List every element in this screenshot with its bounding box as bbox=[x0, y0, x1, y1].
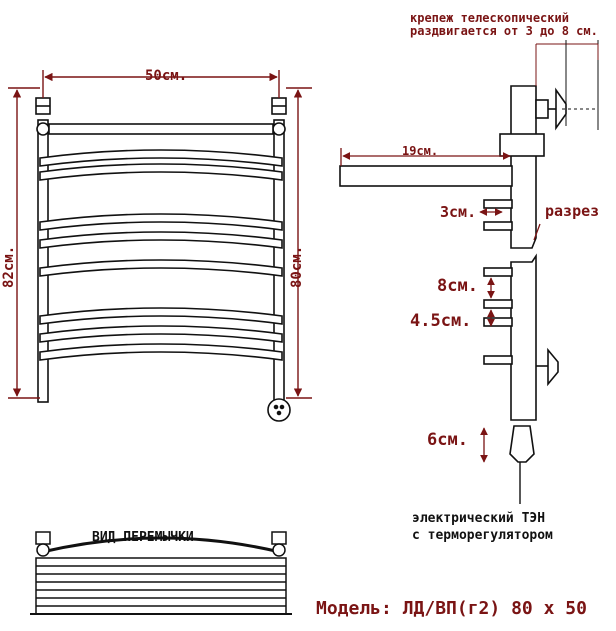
stub-1 bbox=[484, 200, 512, 208]
top-bar bbox=[49, 124, 273, 134]
small-spacing-label: 3см. bbox=[440, 203, 477, 221]
mount-note-line2: раздвигается от 3 до 8 см. bbox=[410, 23, 598, 38]
right-joint bbox=[273, 123, 285, 135]
top-bracket-block bbox=[536, 100, 548, 118]
spacing-45-label: 4.5см. bbox=[410, 311, 472, 331]
cut-label: разрез bbox=[545, 202, 600, 220]
stub-5 bbox=[484, 318, 512, 326]
towel-rail-front-view bbox=[36, 98, 290, 421]
model-label: Модель: ЛД/ВП(г2) 80 х 50 bbox=[316, 598, 587, 619]
lower-wall-cup bbox=[548, 350, 558, 384]
left-height-label: 82см. bbox=[1, 245, 17, 288]
heater-gap-label: 6см. bbox=[427, 430, 468, 450]
right-height-label: 80см. bbox=[289, 245, 305, 288]
heater-note-line1: электрический ТЭН bbox=[412, 511, 546, 526]
stub-6 bbox=[484, 356, 512, 364]
heater-note bbox=[412, 512, 553, 542]
horizontal-arm bbox=[340, 166, 512, 186]
mid-clamp bbox=[500, 134, 544, 156]
left-joint bbox=[37, 123, 49, 135]
heater-note-line2: с терморегулятором bbox=[412, 527, 553, 543]
lower-post-section bbox=[511, 256, 536, 420]
crossbar-left-mount bbox=[36, 532, 50, 544]
stub-4 bbox=[484, 300, 512, 308]
left-height-dimension bbox=[8, 88, 40, 398]
stub-2 bbox=[484, 222, 512, 230]
mount-note-line1: крепеж телескопический bbox=[410, 11, 569, 25]
curved-tubes bbox=[40, 150, 282, 360]
mount-note bbox=[410, 12, 598, 37]
stub-3 bbox=[484, 268, 512, 276]
heater-knob bbox=[268, 399, 290, 421]
upper-post-section bbox=[511, 86, 536, 248]
heater-element bbox=[510, 426, 534, 462]
crossbar-view-title: ВИД ПЕРЕМЫЧКИ bbox=[92, 530, 194, 545]
arm-length-label: 19см. bbox=[402, 144, 439, 158]
spacing-8-label: 8см. bbox=[437, 276, 478, 296]
right-height-dimension bbox=[286, 88, 312, 398]
crossbar-right-mount bbox=[272, 532, 286, 544]
width-label: 50см. bbox=[145, 68, 188, 84]
